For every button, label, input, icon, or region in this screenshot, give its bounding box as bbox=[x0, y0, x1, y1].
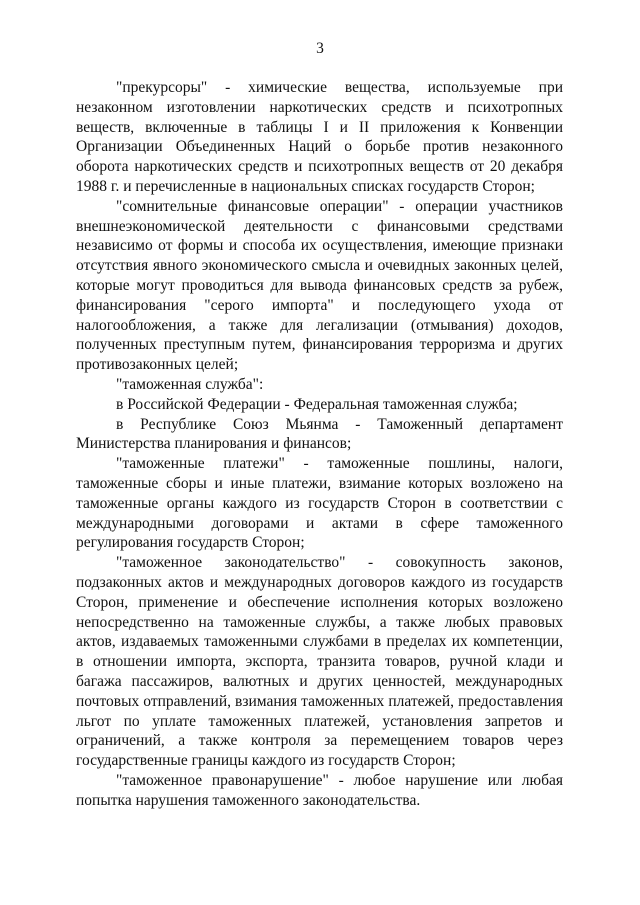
definition-customs-offence: "таможенное правонарушение" - любое нарушение или любая попытка нарушения таможенного законодательства. bbox=[76, 771, 563, 809]
definition-customs-service: "таможенная служба": bbox=[116, 375, 264, 393]
customs-service-russia: в Российской Федерации - Федеральная таможенная служба; bbox=[116, 395, 518, 413]
definition-customs-payments: "таможенные платежи" - таможенные пошлины, налоги, таможенные сборы и иные платежи, взимание которых возложено на таможенные органы каждого из государств Сторон в соответствии с международными договорами и актами в сфере таможенного регулирования государств Сторон; bbox=[76, 455, 563, 552]
customs-service-myanmar: в Республике Союз Мьянма - Таможенный департамент Министерства планирования и финансов; bbox=[76, 415, 563, 453]
definition-suspicious-financial-operations: "сомнительные финансовые операции" - операции участников внешнеэкономической деятельности с финансовыми средствами независимо от формы и способа их осуществления, имеющие признаки отсутствия явного экономического смысла и очевидных законных целей, которые могут проводиться для вывода финансовых средств за рубеж, финансирования "серого импорта" и последующего ухода от налогообложения, а также для легализации (отмывания) доходов, полученных преступным путем, финансирования терроризма и других противозаконных целей; bbox=[76, 197, 563, 374]
document-body bbox=[76, 78, 563, 810]
page-number: 3 bbox=[316, 40, 324, 57]
definition-precursors: "прекурсоры" - химические вещества, используемые при незаконном изготовлении наркотических средств и психотропных веществ, включенные в таблицы I и II приложения к Конвенции Организации Объединенных Наций о борьбе против незаконного оборота наркотических средств и психотропных веществ от 20 декабря 1988 г. и перечисленные в национальных списках государств Сторон; bbox=[76, 79, 563, 195]
definition-customs-legislation: "таможенное законодательство" - совокупность законов, подзаконных актов и международных договоров каждого из государств Сторон, применение и обеспечение исполнения которых возложено непосредственно на таможенные службы, а также любых правовых актов, издаваемых таможенными службами в пределах их компетенции, в отношении импорта, экспорта, транзита товаров, ручной клади и багажа пассажиров, валютных и других ценностей, международных почтовых отправлений, взимания таможенных платежей, предоставления льгот по уплате таможенных платежей, установления запретов и ограничений, а также контроля за перемещением товаров через государственные границы каждого из государств Сторон; bbox=[76, 554, 563, 770]
